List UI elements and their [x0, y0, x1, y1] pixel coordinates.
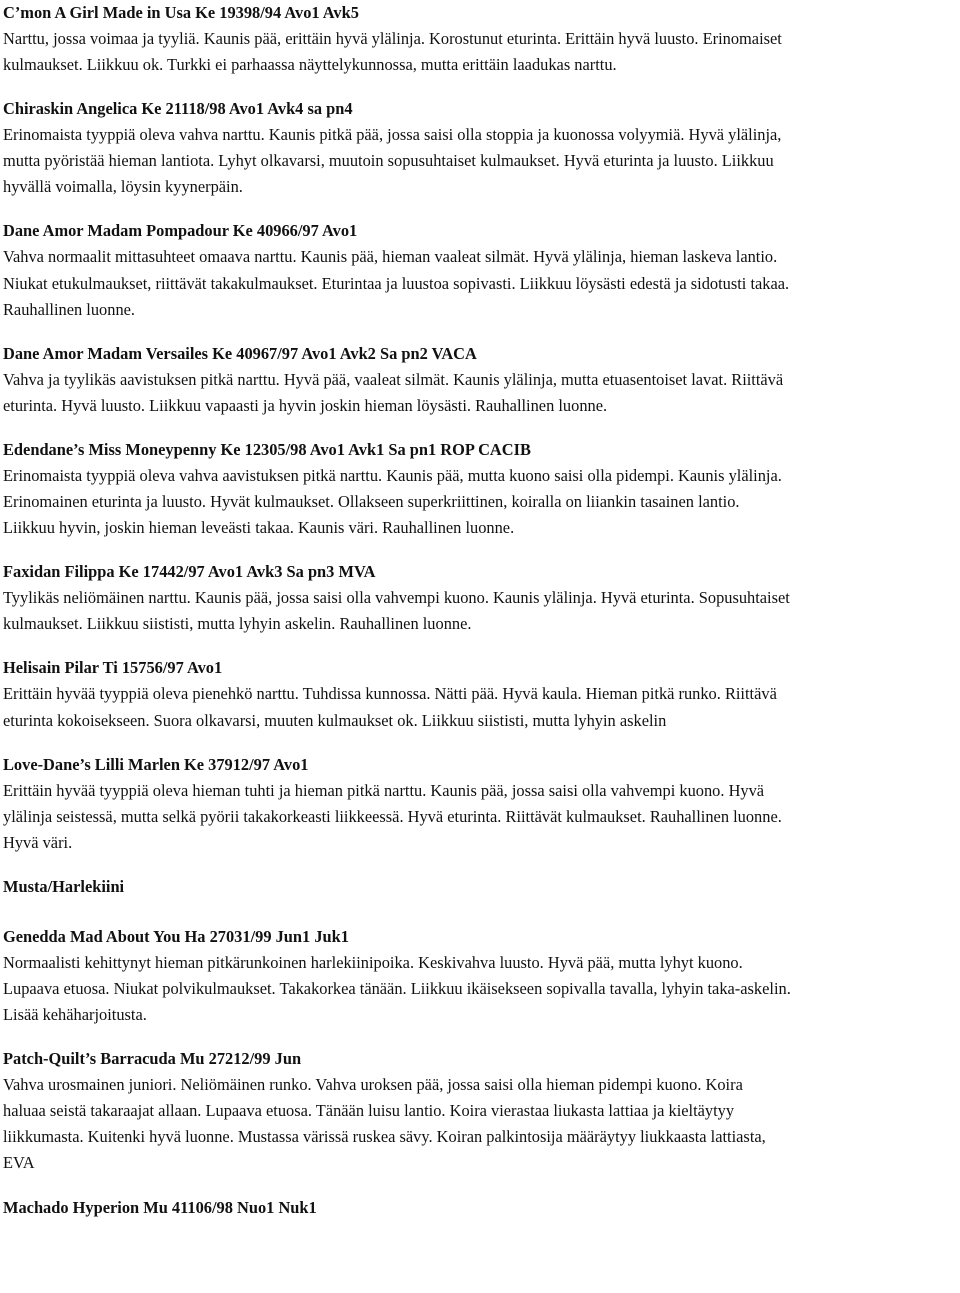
entry-title: Patch-Quilt’s Barracuda Mu 27212/99 Jun — [3, 1049, 302, 1069]
description-line: Erinomaista tyyppiä oleva vahva aavistuksen pitkä narttu. Kaunis pää, mutta kuono saisi olla pidempi. Kaunis ylälinja. — [3, 465, 782, 485]
entry-faxidan-filippa — [3, 559, 960, 637]
description-line: eturinta. Hyvä luusto. Liikkuu vapaasti ja hyvin joskin hieman löysästi. Rauhallinen luonne. — [3, 395, 608, 415]
description-line: mutta pyöristää hieman lantiota. Lyhyt olkavarsi, muutoin sopusuhtaiset kulmaukset. Hyvä eturinta ja luusto. Liikkuu — [3, 151, 774, 171]
entry-chiraskin-angelica — [3, 96, 960, 200]
entry-description — [3, 463, 960, 541]
entry-title: Helisain Pilar Ti 15756/97 Avo1 — [3, 658, 223, 678]
entry-dane-amor-pompadour — [3, 218, 960, 322]
description-line: Narttu, jossa voimaa ja tyyliä. Kaunis pää, erittäin hyvä ylälinja. Korostunut eturinta. Erittäin hyvä luusto. Erinomaiset — [3, 29, 782, 48]
document-page — [3, 0, 960, 1221]
description-line: Normaalisti kehittynyt hieman pitkärunkoinen harlekiinipoika. Keskivahva luusto. Hyvä pää, mutta lyhyt kuono. — [3, 952, 743, 972]
description-line: Vahva urosmainen juniori. Neliömäinen runko. Vahva uroksen pää, jossa saisi olla hieman pidempi kuono. Koira — [3, 1075, 743, 1095]
entry-machado-hyperion — [3, 1195, 960, 1221]
description-line: Lupaava etuosa. Niukat polvikulmaukset. Takakorkea tänään. Liikkuu ikäisekseen sopivalla tavalla, lyhyin taka-askelin. — [3, 978, 791, 998]
description-line: kulmaukset. Liikkuu siististi, mutta lyhyin askelin. Rauhallinen luonne. — [3, 614, 472, 634]
entry-title: Love-Dane’s Lilli Marlen Ke 37912/97 Avo1 — [3, 754, 309, 774]
entry-description — [3, 244, 960, 322]
entry-genedda-mad-about-you — [3, 924, 960, 1028]
entry-description — [3, 950, 960, 1028]
description-line: hyvällä voimalla, löysin kyynerpäin. — [3, 177, 243, 197]
description-line: Erinomainen eturinta ja luusto. Hyvät kulmaukset. Ollakseen superkriittinen, koiralla on liiankin tasainen lantio. — [3, 492, 740, 512]
description-line: eturinta kokoisekseen. Suora olkavarsi, muuten kulmaukset ok. Liikkuu siististi, mutta lyhyin askelin — [3, 710, 667, 730]
entry-title: Edendane’s Miss Moneypenny Ke 12305/98 Avo1 Avk1 Sa pn1 ROP CACIB — [3, 439, 531, 459]
entry-helisain-pilar — [3, 655, 960, 733]
description-line: Liikkuu hyvin, joskin hieman leveästi takaa. Kaunis väri. Rauhallinen luonne. — [3, 518, 515, 538]
description-line: Erittäin hyvää tyyppiä oleva hieman tuhti ja hieman pitkä narttu. Kaunis pää, jossa saisi olla vahvempi kuono. Hyvä — [3, 780, 765, 800]
entry-title: Dane Amor Madam Versailes Ke 40967/97 Avo1 Avk2 Sa pn2 VACA — [3, 343, 477, 363]
entry-dane-amor-versailes — [3, 341, 960, 419]
entry-description — [3, 1072, 960, 1176]
description-line: Vahva ja tyylikäs aavistuksen pitkä narttu. Hyvä pää, vaaleat silmät. Kaunis ylälinja, mutta etuasentoiset lavat. Riittävä — [3, 369, 784, 389]
description-line: Hyvä väri. — [3, 832, 73, 852]
entry-title: Machado Hyperion Mu 41106/98 Nuo1 Nuk1 — [3, 1197, 317, 1217]
description-line: Niukat etukulmaukset, riittävät takakulmaukset. Eturintaa ja luustoa sopivasti. Liikkuu löysästi edestä ja sidotusti takaa. — [3, 273, 790, 293]
entry-love-danes-lilli-marlen — [3, 752, 960, 856]
description-line: Rauhallinen luonne. — [3, 299, 136, 319]
entry-title: Chiraskin Angelica Ke 21118/98 Avo1 Avk4 sa pn4 — [3, 99, 353, 119]
section-heading-musta-harlekiini — [3, 874, 960, 900]
entry-cmon-a-girl — [3, 0, 960, 78]
entry-description — [3, 681, 960, 733]
entry-description — [3, 367, 960, 419]
description-line: haluaa seistä takaraajat allaan. Lupaava etuosa. Tänään luisu lantio. Koira vierastaa liukasta lattiaa ja kieltäytyy — [3, 1101, 735, 1121]
description-line: Lisää kehäharjoitusta. — [3, 1005, 147, 1025]
entry-description — [3, 585, 960, 637]
entry-title: Genedda Mad About You Ha 27031/99 Jun1 Juk1 — [3, 926, 349, 946]
description-line: ylälinja seistessä, mutta selkä pyörii takakorkeasti liikkeessä. Hyvä eturinta. Riittävät kulmaukset. Rauhallinen luonne. — [3, 806, 782, 826]
description-line: EVA — [3, 1153, 35, 1173]
section-title: Musta/Harlekiini — [3, 876, 125, 896]
entry-title: C’mon A Girl Made in Usa Ke 19398/94 Avo1 Avk5 — [3, 3, 359, 22]
entry-title: Faxidan Filippa Ke 17442/97 Avo1 Avk3 Sa pn3 MVA — [3, 562, 376, 582]
entry-title: Dane Amor Madam Pompadour Ke 40966/97 Avo1 — [3, 221, 358, 241]
description-line: Vahva normaalit mittasuhteet omaava narttu. Kaunis pää, hieman vaaleat silmät. Hyvä ylälinja, hieman laskeva lantio. — [3, 247, 778, 267]
description-line: Erittäin hyvää tyyppiä oleva pienehkö narttu. Tuhdissa kunnossa. Nätti pää. Hyvä kaula. Hieman pitkä runko. Riittävä — [3, 684, 777, 704]
entry-edendanes-miss-moneypenny — [3, 437, 960, 541]
entry-patch-quilts-barracuda — [3, 1046, 960, 1176]
entry-description — [3, 26, 960, 78]
description-line: Erinomaista tyyppiä oleva vahva narttu. Kaunis pitkä pää, jossa saisi olla stoppia ja kuonossa volyymiä. Hyvä ylälinja, — [3, 125, 782, 145]
entry-description — [3, 122, 960, 200]
entry-description — [3, 778, 960, 856]
description-line: Tyylikäs neliömäinen narttu. Kaunis pää, jossa saisi olla vahvempi kuono. Kaunis ylälinja. Hyvä eturinta. Sopusuhtaiset — [3, 588, 790, 608]
description-line: kulmaukset. Liikkuu ok. Turkki ei parhaassa näyttelykunnossa, mutta erittäin laadukas narttu. — [3, 55, 617, 75]
description-line: liikkumasta. Kuitenki hyvä luonne. Mustassa värissä ruskea sävy. Koiran palkintosija määräytyy liukkaasta lattiasta, — [3, 1127, 766, 1147]
